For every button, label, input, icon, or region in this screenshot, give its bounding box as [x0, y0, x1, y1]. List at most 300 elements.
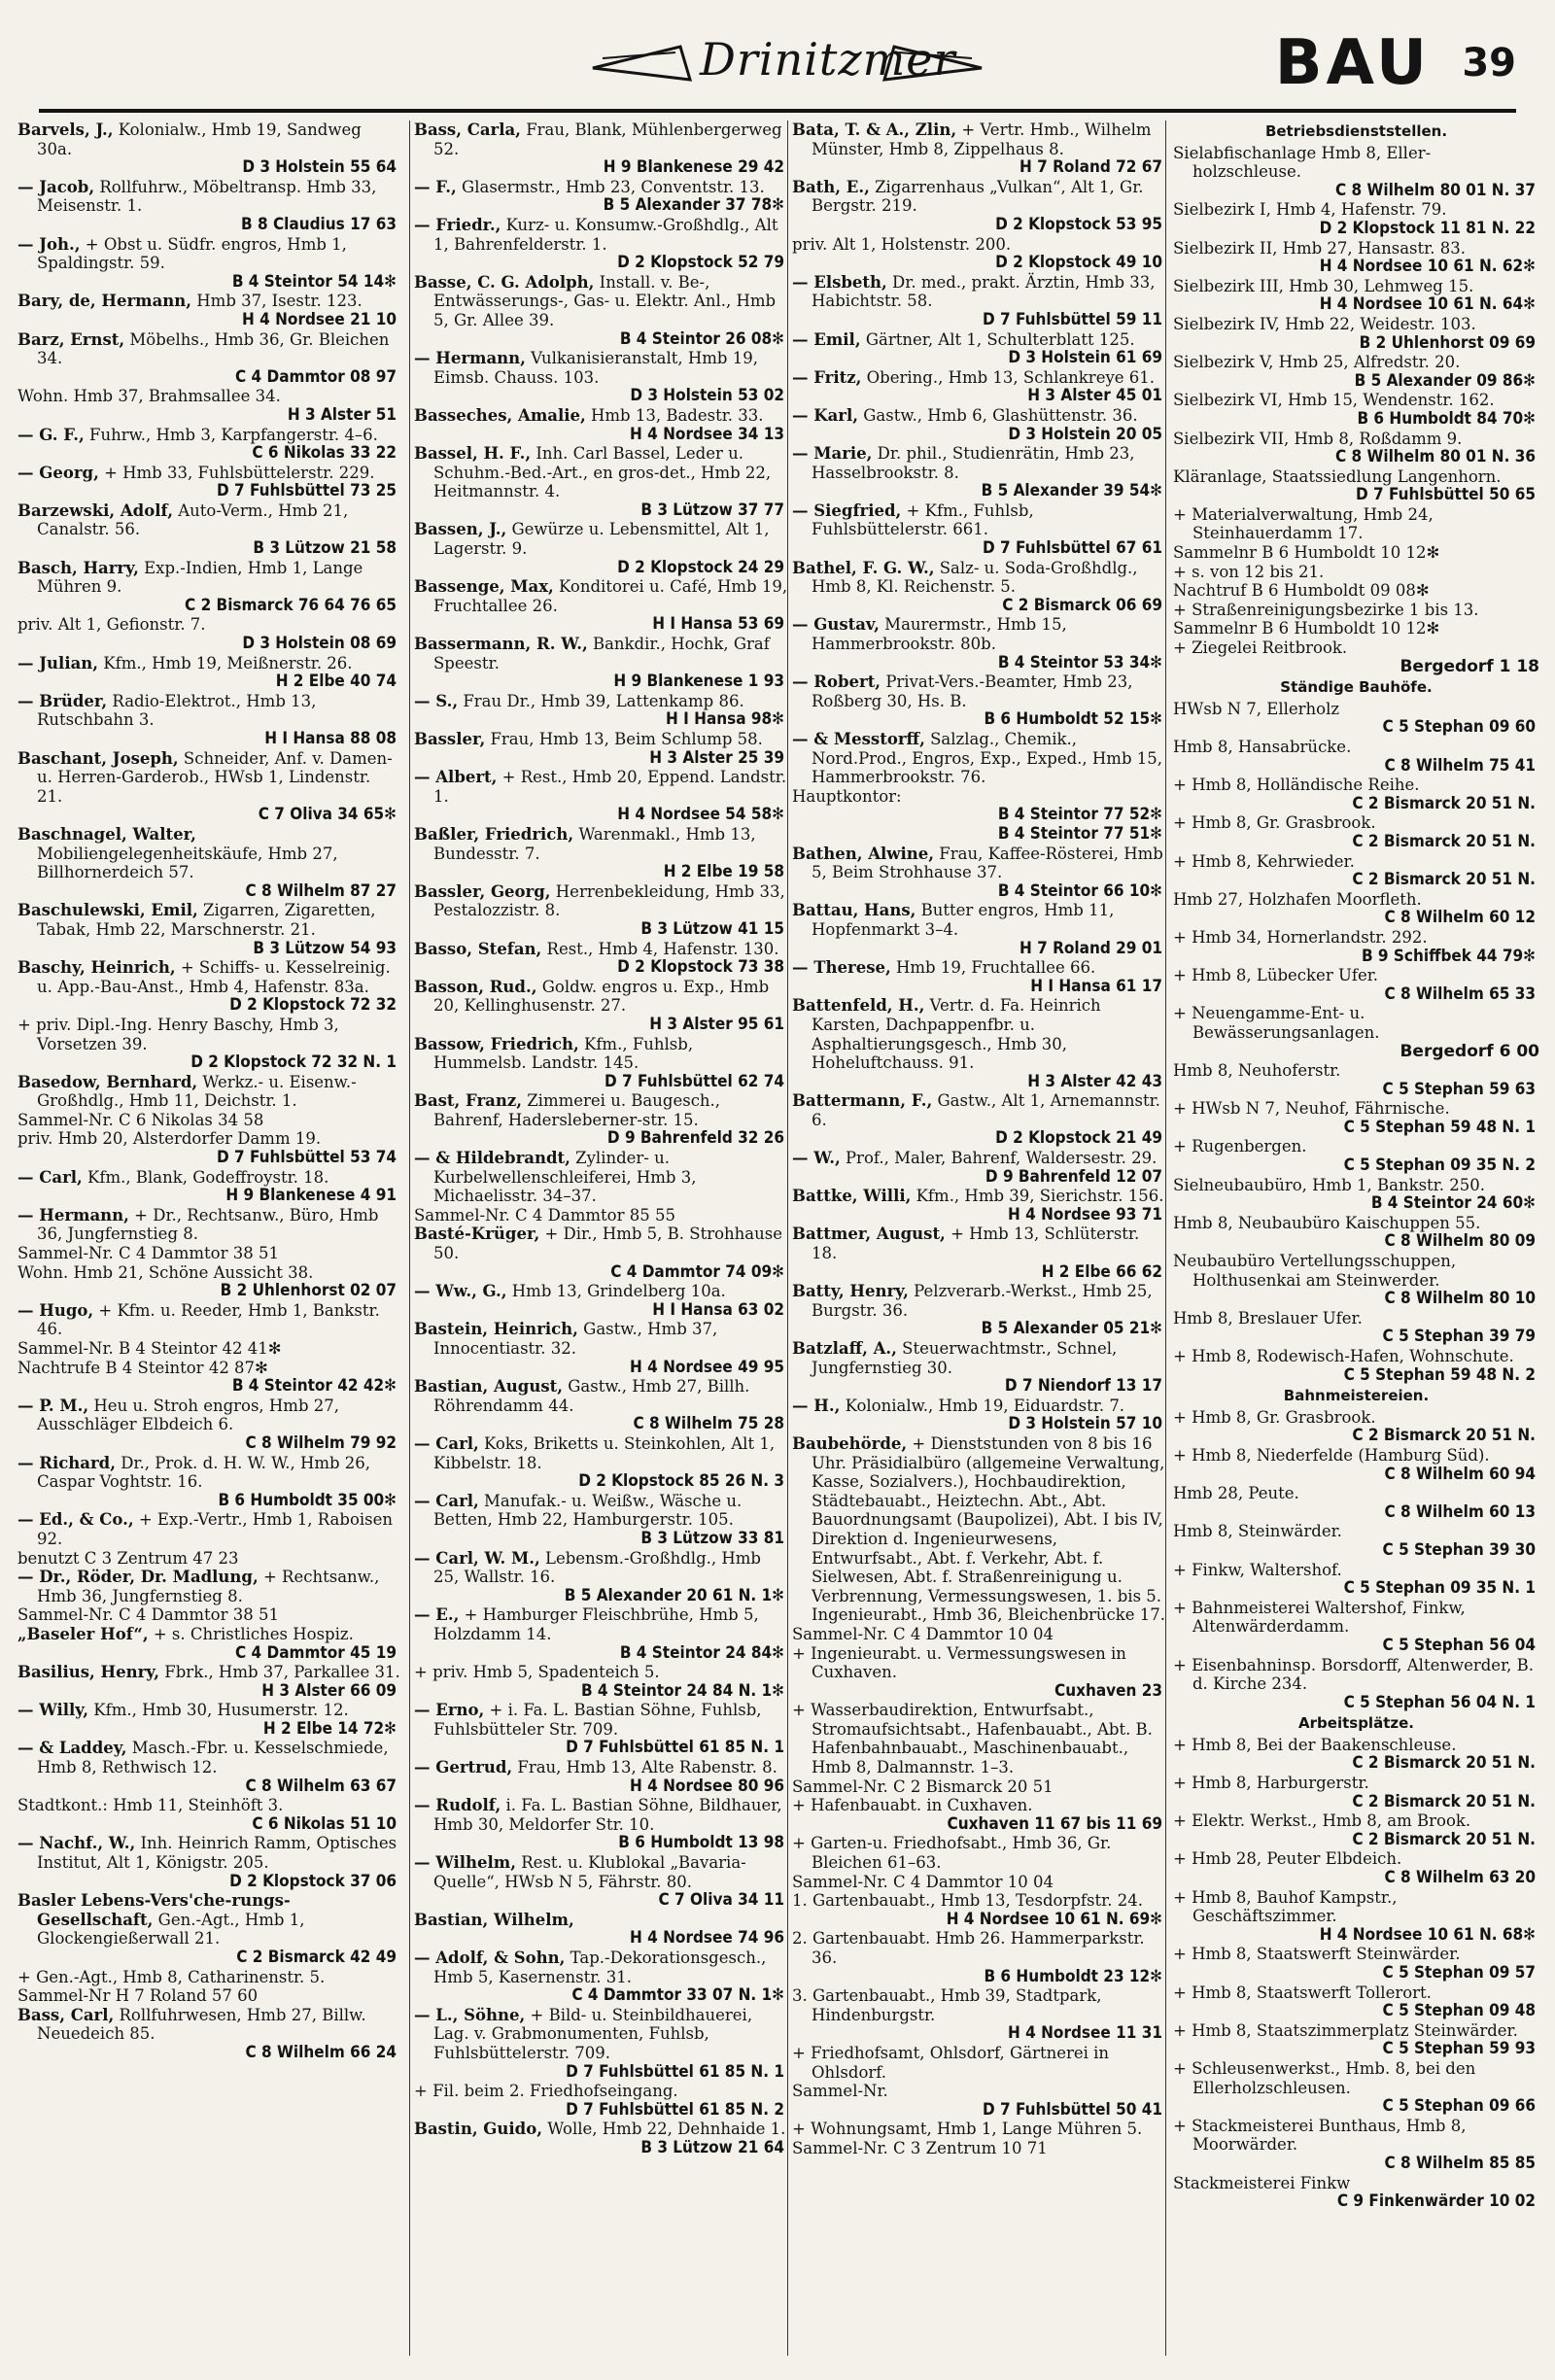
directory-entry: [792, 1434, 1166, 1625]
entry-details: + priv. Hmb 5, Spadenteich 5.: [414, 1663, 660, 1682]
directory-entry: [414, 1663, 788, 1682]
directory-entry: [792, 406, 1166, 426]
entry-name: — Julian,: [17, 653, 99, 673]
entry-details: Dr., Prok. d. H. W. W., Hmb 26, Caspar Voghtstr. 16.: [37, 1453, 371, 1492]
entry-name: — Hermann,: [414, 349, 526, 368]
entry-details: + Neuengamme-Ent- u. Bewässerungsanlagen.: [1173, 1004, 1380, 1042]
directory-entry: [17, 330, 400, 368]
entry-phone: C 6 Nikolas 33 22: [252, 443, 397, 464]
directory-entry: [1173, 1252, 1539, 1290]
entry-phone: C 8 Wilhelm 80 10: [1384, 1289, 1536, 1309]
directory-entry: [792, 1986, 1166, 2024]
directory-entry: [792, 2120, 1166, 2139]
column-4: [1173, 121, 1539, 2365]
directory-entry: [792, 2139, 1166, 2158]
directory-entry: [1173, 1599, 1539, 1637]
entry-details: Stackmeisterei Finkw: [1173, 2173, 1351, 2192]
directory-entry: [1173, 1983, 1539, 2003]
entry-phone: C 5 Stephan 59 93: [1382, 2039, 1536, 2059]
entry-phone: D 3 Holstein 53 02: [630, 386, 784, 406]
entry-details: Rollfuhrwesen, Hmb 27, Billw. Neuedeich 85.: [37, 2005, 366, 2044]
directory-entry: [17, 1701, 400, 1720]
entry-name: Basseches, Amalie,: [414, 405, 586, 425]
directory-entry: [1173, 1945, 1539, 1964]
entry-name: — Emil,: [792, 329, 861, 349]
entry-phone: C 8 Wilhelm 60 94: [1384, 1464, 1536, 1484]
directory-entry: [1173, 776, 1539, 795]
entry-name: Bass, Carla,: [414, 121, 521, 139]
entry-phone: D 9 Bahrenfeld 12 07: [985, 1166, 1162, 1187]
entry-details: Stadtkont.: Hmb 11, Steinhöft 3.: [17, 1796, 284, 1815]
entry-details: Heu u. Stroh engros, Hmb 27, Ausschläger Elbdeich 6.: [37, 1396, 340, 1434]
directory-entry: [414, 1224, 788, 1262]
directory-entry: [17, 1339, 400, 1359]
directory-entry: [17, 2006, 400, 2044]
directory-entry: [414, 216, 788, 254]
entry-details: Gastw., Alt 1, Arnemannstr. 6.: [812, 1091, 1160, 1129]
entry-details: Wolle, Hmb 22, Dehnhaide 1.: [547, 2120, 786, 2139]
entry-details: Dr. med., prakt. Ärztin, Hmb 33, Habichtstr. 58.: [812, 272, 1156, 311]
entry-phone: B 3 Lützow 33 81: [640, 1528, 784, 1548]
entry-details: priv. Alt 1, Gefionstr. 7.: [17, 615, 206, 635]
header-rule: [39, 109, 1516, 113]
entry-phone: B 2 Uhlenhorst 02 07: [220, 1281, 397, 1301]
entry-name: Basso, Stefan,: [414, 939, 542, 958]
entry-name: — Wilhelm,: [414, 1853, 516, 1873]
entry-name: Bathen, Alwine,: [792, 844, 935, 863]
entry-details: Schneider, Anf. v. Damen- u. Herren-Garderob., HWsb 1, Lindenstr. 21.: [37, 748, 393, 806]
entry-phone: H 2 Elbe 40 74: [275, 672, 397, 692]
entry-details: Zimmerei u. Baugesch., Bahrenf, Hadersleberner-str. 15.: [433, 1091, 721, 1129]
directory-entry: [792, 1796, 1166, 1815]
directory-entry: [792, 121, 1166, 158]
directory-entry: [1173, 966, 1539, 985]
entry-details: + s. Christliches Hospiz.: [153, 1624, 354, 1643]
directory-entry: [17, 1454, 400, 1492]
entry-phone: D 2 Klopstock 72 32 N. 1: [190, 1052, 397, 1073]
entry-details: Sielbezirk II, Hmb 27, Hansastr. 83.: [1173, 238, 1466, 258]
entry-details: + Hmb 8, Rodewisch-Hafen, Wohnschute.: [1173, 1347, 1514, 1365]
entry-details: Frau, Blank, Mühlenbergerweg 52.: [433, 121, 782, 158]
entry-details: + Finkw, Waltershof.: [1173, 1560, 1342, 1579]
directory-entry: [1173, 1004, 1539, 1042]
entry-phone: H 3 Alster 45 01: [1027, 386, 1162, 406]
entry-phone: B 5 Alexander 20 61 N. 1✻: [564, 1585, 784, 1605]
entry-phone: C 5 Stephan 09 57: [1382, 1963, 1536, 1983]
entry-name: Basté-Krüger,: [414, 1224, 540, 1244]
entry-phone: C 4 Dammtor 45 19: [235, 1642, 397, 1663]
entry-name: Baschant, Joseph,: [17, 748, 179, 768]
entry-details: + Fil. beim 2. Friedhofseingang.: [414, 2082, 678, 2101]
page-number: 39: [1462, 41, 1516, 86]
directory-entry: [414, 978, 788, 1016]
column-3: [792, 121, 1166, 2365]
entry-details: Sammelnr B 6 Humboldt 10 12✻: [1173, 543, 1440, 563]
entry-phone: D 7 Fuhlsbüttel 67 61: [983, 538, 1162, 559]
entry-phone: C 2 Bismarck 20 51 N.: [1352, 1426, 1536, 1446]
entry-details: Hmb 13, Grindelberg 10a.: [511, 1282, 726, 1301]
entry-details: Gastw., Hmb 6, Glashüttenstr. 36.: [863, 405, 1138, 425]
entry-name: Baschnagel, Walter,: [17, 824, 196, 844]
entry-details: Warenmakl., Hmb 13, Bundesstr. 7.: [433, 824, 756, 863]
entry-details: 1. Gartenbauabt., Hmb 13, Tesdorpfstr. 24.: [792, 1891, 1143, 1911]
directory-entry: [1173, 601, 1539, 620]
entry-phone: H 7 Roland 29 01: [1019, 938, 1162, 958]
directory-entry: [17, 501, 400, 539]
directory-entry: [414, 882, 788, 920]
entry-phone: B 4 Steintor 66 10✻: [997, 880, 1162, 901]
entry-details: Rest., Hmb 4, Hafenstr. 130.: [546, 939, 779, 958]
directory-entry: [1173, 890, 1539, 910]
entry-phone: H 9 Blankenese 1 93: [613, 672, 784, 692]
directory-entry: [1173, 1137, 1539, 1156]
entry-name: — Nachf., W.,: [17, 1834, 136, 1853]
entry-details: Sielneubaubüro, Hmb 1, Bankstr. 250.: [1173, 1175, 1485, 1194]
entry-phone: H 4 Nordsee 10 61 N. 68✻: [1319, 1924, 1536, 1945]
entry-name: — Marie,: [792, 444, 873, 464]
entry-phone: H 4 Nordsee 10 61 N. 69✻: [946, 1909, 1162, 1929]
directory-entry: [1173, 1099, 1539, 1119]
entry-name: — Hugo,: [17, 1300, 94, 1320]
entry-phone: H I Hansa 98✻: [666, 709, 784, 730]
entry-name: Basch, Harry,: [17, 558, 139, 577]
entry-details: Sammel-Nr. C 4 Dammtor 85 55: [414, 1205, 675, 1224]
entry-details: Gen.-Agt., Hmb 1, Glockengießerwall 21.: [37, 1910, 305, 1949]
section-heading: Ständige Bauhöfe.: [1280, 678, 1433, 697]
entry-details: + Stackmeisterei Bunthaus, Hmb 8, Moorwärder.: [1173, 2116, 1467, 2155]
directory-entry: [17, 1168, 400, 1188]
directory-entry: [1173, 1176, 1539, 1195]
directory-entry: [1173, 277, 1539, 296]
directory-entry: [1173, 2059, 1539, 2097]
entry-details: Salz- u. Soda-Großhdlg., Hmb 8, Kl. Reichenstr. 5.: [812, 558, 1138, 597]
directory-entry: [17, 1625, 400, 1644]
entry-phone: C 5 Stephan 59 48 N. 1: [1343, 1117, 1536, 1137]
entry-name: Baßler, Friedrich,: [414, 824, 574, 844]
entry-name: Bata, T. & A., Zlin,: [792, 121, 957, 139]
directory-entry: [792, 615, 1166, 653]
entry-phone: C 4 Dammtor 33 07 N. 1✻: [571, 1985, 784, 2006]
directory-entry: [17, 1301, 400, 1339]
entry-phone: C 5 Stephan 39 30: [1382, 1539, 1536, 1560]
section-heading: Arbeitsplätze.: [1298, 1714, 1414, 1733]
section-heading: Bahnmeistereien.: [1283, 1387, 1430, 1405]
directory-entry: [17, 1073, 400, 1111]
entry-phone: B 5 Alexander 05 21✻: [981, 1319, 1162, 1339]
directory-entry: [17, 426, 400, 445]
entry-details: + Rest., Hmb 20, Eppend. Landstr. 1.: [433, 768, 787, 806]
entry-phone: C 2 Bismarck 20 51 N.: [1352, 1829, 1536, 1849]
entry-details: + Hmb 8, Bei der Baakenschleuse.: [1173, 1735, 1457, 1754]
entry-details: Hmb 37, Isestr. 123.: [196, 292, 363, 311]
entry-phone: H 4 Nordsee 49 95: [630, 1357, 784, 1377]
entry-phone: B 4 Steintor 77 51✻: [997, 823, 1162, 844]
directory-entry: [792, 1282, 1166, 1320]
directory-entry: [17, 692, 400, 730]
entry-details: + Hmb 13, Schlüterstr. 18.: [812, 1224, 1140, 1263]
entry-details: Dr. phil., Studienrätin, Hmb 23, Hasselbrookstr. 8.: [812, 444, 1135, 482]
page-title: BAU: [1274, 27, 1431, 99]
entry-phone: C 4 Dammtor 08 97: [235, 366, 397, 387]
entry-phone: H 4 Nordsee 11 31: [1008, 2023, 1162, 2044]
entry-phone: H 4 Nordsee 10 61 N. 64✻: [1319, 294, 1536, 315]
entry-details: Zylinder- u. Kurbelwellenschleiferei, Hmb 3, Michaelisstr. 34–37.: [433, 1149, 697, 1206]
directory-entry: [414, 349, 788, 387]
entry-phone: H 9 Blankenese 4 91: [225, 1186, 397, 1206]
entry-name: — Erno,: [414, 1701, 485, 1720]
directory-entry: [792, 444, 1166, 482]
entry-name: — F.,: [414, 177, 457, 196]
entry-details: + Eisenbahninsp. Borsdorff, Altenwerder, B. d. Kirche 234.: [1173, 1655, 1535, 1694]
directory-entry: [414, 1492, 788, 1530]
entry-name: Bastin, Guido,: [414, 2120, 542, 2139]
entry-phone: H 3 Alster 66 09: [261, 1680, 397, 1701]
entry-phone: D 7 Fuhlsbüttel 59 11: [983, 309, 1162, 329]
entry-details: Sielbezirk IV, Hmb 22, Weidestr. 103.: [1173, 314, 1476, 333]
directory-entry: [1173, 563, 1539, 582]
entry-phone: H 4 Nordsee 10 61 N. 62✻: [1319, 257, 1536, 277]
entry-details: Frau, Kaffee-Rösterei, Hmb 5, Beim Strohhause 37.: [812, 844, 1163, 882]
entry-details: Sielabfischanlage Hmb 8, Eller-holzschleuse.: [1173, 143, 1432, 182]
entry-details: Hmb 13, Badestr. 33.: [591, 405, 764, 425]
entry-phone: H I Hansa 63 02: [652, 1299, 784, 1320]
entry-details: Hmb 8, Breslauer Ufer.: [1173, 1308, 1363, 1328]
entry-details: Hauptkontor:: [792, 786, 902, 806]
section-heading: Betriebsdienststellen.: [1264, 122, 1448, 140]
entry-details: Sammel-Nr. C 3 Zentrum 10 71: [792, 2138, 1048, 2157]
entry-phone: C 5 Stephan 09 35 N. 2: [1343, 1156, 1536, 1176]
entry-details: Lebensm.-Großhdlg., Hmb 25, Wallstr. 16.: [433, 1548, 761, 1587]
entry-phone: D 7 Niendorf 13 17: [1004, 1376, 1162, 1397]
directory-entry: [792, 996, 1166, 1072]
entry-name: Barvels, J.,: [17, 121, 114, 139]
entry-name: — E.,: [414, 1605, 460, 1625]
directory-entry: [17, 464, 400, 483]
entry-phone: H 4 Nordsee 74 96: [630, 1928, 784, 1949]
entry-phone: C 5 Stephan 09 60: [1382, 717, 1536, 738]
directory-entry: [17, 1568, 400, 1605]
entry-phone: H 3 Alster 25 39: [649, 747, 784, 768]
entry-phone: C 2 Bismarck 06 69: [1002, 595, 1162, 615]
entry-name: — & Messtorff,: [792, 730, 925, 748]
entry-details: Sammel-Nr. C 4 Dammtor 10 04: [792, 1624, 1054, 1643]
directory-entry: [792, 1891, 1166, 1911]
directory-entry: [792, 1224, 1166, 1262]
entry-name: Battenfeld, H.,: [792, 996, 925, 1016]
entry-details: Zigarren, Zigaretten, Tabak, Hmb 22, Marschnerstr. 21.: [37, 901, 376, 939]
entry-details: priv. Hmb 20, Alsterdorfer Damm 19.: [17, 1129, 322, 1149]
directory-entry: [17, 654, 400, 673]
directory-entry: [1173, 1774, 1539, 1793]
entry-phone: C 8 Wilhelm 63 20: [1384, 1868, 1536, 1888]
entry-phone: C 2 Bismarck 76 64 76 65: [185, 595, 397, 615]
entry-details: Sielbezirk III, Hmb 30, Lehmweg 15.: [1173, 276, 1474, 295]
directory-entry: [1173, 1811, 1539, 1831]
entry-phone: C 5 Stephan 09 35 N. 1: [1343, 1578, 1536, 1599]
directory-entry: [792, 273, 1166, 311]
entry-details: Privat-Vers.-Beamter, Hmb 23, Roßberg 30, Hs. B.: [812, 673, 1133, 710]
entry-phone: C 2 Bismarck 20 51 N.: [1352, 1753, 1536, 1774]
directory-entry: [792, 235, 1166, 255]
entry-details: 3. Gartenbauabt., Hmb 39, Stadtpark, Hindenburgstr.: [792, 1986, 1102, 2024]
entry-phone: H I Hansa 88 08: [264, 729, 397, 748]
entry-phone: B 4 Steintor 24 84 N. 1✻: [580, 1680, 784, 1701]
entry-details: Pelzverarb.-Werkst., Hmb 25, Burgstr. 36.: [812, 1282, 1153, 1320]
directory-entry: [1173, 1446, 1539, 1466]
entry-details: Tap.-Dekorationsgesch., Hmb 5, Kasernenstr. 31.: [433, 1949, 767, 1986]
directory-entry: [414, 1549, 788, 1587]
entry-phone: C 2 Bismarck 20 51 N.: [1352, 831, 1536, 851]
directory-entry: [1173, 430, 1539, 449]
directory-entry: [1173, 581, 1539, 601]
entry-phone: D 7 Fuhlsbüttel 53 74: [217, 1148, 397, 1168]
entry-details: Bankdir., Hochk, Graf Speestr.: [433, 635, 770, 673]
entry-details: i. Fa. L. Bastian Söhne, Bildhauer, Hmb 30, Meldorfer Str. 10.: [433, 1796, 782, 1834]
directory-entry: [792, 2044, 1166, 2082]
entry-details: + Bild- u. Steinbildhauerei, Lag. v. Grabmonumenten, Fuhlsb, Fuhlsbüttelerstr. 709.: [433, 2005, 753, 2062]
entry-phone: D 7 Fuhlsbüttel 73 25: [217, 481, 397, 501]
entry-phone: D 2 Klopstock 73 38: [617, 957, 784, 978]
entry-phone: B 4 Steintor 77 52✻: [997, 805, 1162, 825]
directory-entry: [1173, 144, 1539, 182]
entry-details: Maurermstr., Hmb 15, Hammerbrookstr. 80b.: [812, 615, 1067, 654]
entry-details: Kfm., Hmb 39, Sierichstr. 156.: [916, 1187, 1164, 1206]
entry-name: — P. M.,: [17, 1396, 89, 1415]
directory-entry: [1173, 2021, 1539, 2041]
entry-phone: B 5 Alexander 39 54✻: [981, 481, 1162, 501]
directory-entry: [1173, 1061, 1539, 1081]
entry-name: — Gertrud,: [414, 1758, 513, 1777]
directory-entry: [414, 2120, 788, 2139]
directory-entry: [1173, 1214, 1539, 1233]
entry-details: + Obst u. Südfr. engros, Hmb 1, Spaldingstr. 59.: [37, 234, 347, 273]
entry-name: — Ww., G.,: [414, 1282, 507, 1301]
directory-entry: [17, 178, 400, 216]
directory-entry: [414, 730, 788, 749]
entry-name: — Therese,: [792, 958, 891, 978]
directory-entry: [414, 635, 788, 673]
entry-details: + Kfm. u. Reeder, Hmb 1, Bankstr. 46.: [37, 1300, 380, 1339]
entry-phone: H I Hansa 53 69: [652, 614, 784, 635]
directory-entry: [414, 1149, 788, 1206]
entry-details: Kolonialw., Hmb 19, Eiduardstr. 7.: [845, 1396, 1125, 1415]
directory-entry: [17, 1739, 400, 1776]
entry-details: Sammel-Nr. B 4 Steintor 42 41✻: [17, 1339, 282, 1358]
entry-name: Basilius, Henry,: [17, 1663, 160, 1682]
entry-details: Hmb 8, Neuhoferstr.: [1173, 1061, 1341, 1081]
entry-name: — W.,: [792, 1149, 841, 1168]
entry-phone: D 7 Fuhlsbüttel 50 41: [983, 2099, 1162, 2120]
directory-entry: [17, 1359, 400, 1378]
directory-entry: [414, 406, 788, 426]
entry-details: + Hmb 33, Fuhlsbüttelerstr. 229.: [104, 463, 375, 482]
entry-phone: C 8 Wilhelm 87 27: [245, 880, 397, 901]
directory-entry: [1173, 1849, 1539, 1869]
entry-name: Bath, E.,: [792, 177, 870, 196]
entry-name: — Brüder,: [17, 691, 108, 710]
entry-phone: C 7 Oliva 34 11: [658, 1890, 784, 1911]
entry-name: — Hermann,: [17, 1205, 129, 1224]
directory-entry: [1173, 315, 1539, 334]
directory-entry: [1173, 619, 1539, 638]
entry-phone: B 4 Steintor 24 84✻: [619, 1642, 784, 1663]
entry-details: Wohn. Hmb 21, Schöne Aussicht 38.: [17, 1262, 314, 1282]
entry-name: — Friedr.,: [414, 215, 501, 234]
entry-phone: C 8 Wilhelm 60 12: [1384, 908, 1536, 928]
entry-phone: D 2 Klopstock 85 26 N. 3: [578, 1471, 784, 1492]
entry-name: Bastein, Heinrich,: [414, 1320, 578, 1339]
directory-entry: [17, 1129, 400, 1149]
entry-details: + Rechtsanw., Hmb 36, Jungfernstieg 8.: [37, 1568, 380, 1605]
entry-details: + Elektr. Werkst., Hmb 8, am Brook.: [1173, 1811, 1471, 1831]
directory-entry: [17, 1663, 400, 1682]
entry-details: + Rugenbergen.: [1173, 1137, 1307, 1156]
entry-details: Nachtrufe B 4 Steintor 42 87✻: [17, 1358, 268, 1377]
directory-entry: [414, 178, 788, 197]
entry-phone: D 3 Holstein 57 10: [1008, 1414, 1162, 1434]
entry-phone: B 2 Uhlenhorst 09 69: [1359, 332, 1536, 353]
entry-details: Sielbezirk I, Hmb 4, Hafenstr. 79.: [1173, 200, 1447, 220]
entry-details: Werkz.- u. Eisenw.-Großhdlg., Hmb 11, Deichstr. 1.: [37, 1072, 357, 1111]
entry-phone: H 3 Alster 42 43: [1027, 1071, 1162, 1091]
directory-entry: [1173, 543, 1539, 563]
entry-name: — Adolf, & Sohn,: [414, 1949, 566, 1967]
entry-details: Gärtner, Alt 1, Schulterblatt 125.: [865, 329, 1135, 349]
entry-phone: C 2 Bismarck 42 49: [236, 1948, 397, 1967]
entry-phone: C 8 Wilhelm 80 01 N. 36: [1334, 447, 1536, 467]
entry-phone: C 5 Stephan 59 63: [1382, 1079, 1536, 1099]
entry-phone: C 5 Stephan 59 48 N. 2: [1343, 1364, 1536, 1385]
entry-name: Basson, Rud.,: [414, 977, 537, 996]
directory-entry: [1173, 467, 1539, 487]
entry-details: + priv. Dipl.-Ing. Henry Baschy, Hmb 3, Vorsetzen 39.: [17, 1015, 339, 1053]
entry-details: + Gen.-Agt., Hmb 8, Catharinenstr. 5.: [17, 1967, 326, 1986]
entry-phone: B 5 Alexander 09 86✻: [1354, 370, 1536, 391]
entry-details: Exp.-Indien, Hmb 1, Lange Mühren 9.: [37, 558, 363, 597]
entry-name: Basler Lebens-Vers'che-rungs-Gesellschaft,: [17, 1891, 291, 1929]
entry-details: + Exp.-Vertr., Hmb 1, Raboisen 92.: [37, 1510, 394, 1548]
entry-phone: D 2 Klopstock 72 32: [229, 995, 397, 1016]
entry-phone: H 3 Alster 51: [287, 404, 397, 425]
entry-name: „Baseler Hof“,: [17, 1624, 149, 1643]
entry-details: Steuerwachtmstr., Schnel, Jungfernstieg 30.: [812, 1339, 1118, 1377]
entry-name: Basse, C. G. Adolph,: [414, 272, 595, 292]
entry-details: Kfm., Hmb 30, Husumerstr. 12.: [93, 1701, 349, 1720]
directory-entry: [1173, 813, 1539, 833]
entry-details: Herrenbekleidung, Hmb 33, Pestalozzistr. 8.: [433, 881, 785, 920]
entry-name: — Carl,: [414, 1491, 479, 1510]
entry-name: — Fritz,: [792, 367, 862, 387]
entry-phone: C 5 Stephan 56 04: [1382, 1635, 1536, 1655]
entry-details: Prof., Maler, Bahrenf, Waldersestr. 29.: [845, 1149, 1158, 1168]
entry-details: + Hafenbauabt. in Cuxhaven.: [792, 1796, 1033, 1815]
entry-name: Bastian, Wilhelm,: [414, 1910, 574, 1929]
directory-entry: [792, 1397, 1166, 1416]
directory-entry: [17, 958, 400, 996]
entry-name: Battke, Willi,: [792, 1187, 912, 1206]
directory-entry: [414, 825, 788, 863]
entry-details: Kfm., Fuhlsb, Hummelsb. Landstr. 145.: [433, 1034, 694, 1073]
entry-details: Salzlag., Chemik., Nord.Prod., Engros, Exp., Exped., Hmb 15, Hammerbrookstr. 76.: [812, 730, 1163, 787]
entry-details: Kurz- u. Konsumw.-Großhdlg., Alt 1, Bahrenfelderstr. 1.: [433, 215, 778, 254]
directory-entry: [1173, 928, 1539, 948]
entry-details: Rest. u. Klublokal „Bavaria-Quelle“, HWsb N 5, Fährstr. 80.: [433, 1853, 746, 1891]
entry-phone: D 3 Holstein 20 05: [1008, 424, 1162, 444]
entry-name: Bassow, Friedrich,: [414, 1034, 579, 1053]
entry-details: Sammel-Nr.: [792, 2082, 888, 2101]
directory-entry: [1173, 1656, 1539, 1694]
entry-details: Sammel-Nr. C 2 Bismarck 20 51: [792, 1776, 1054, 1796]
